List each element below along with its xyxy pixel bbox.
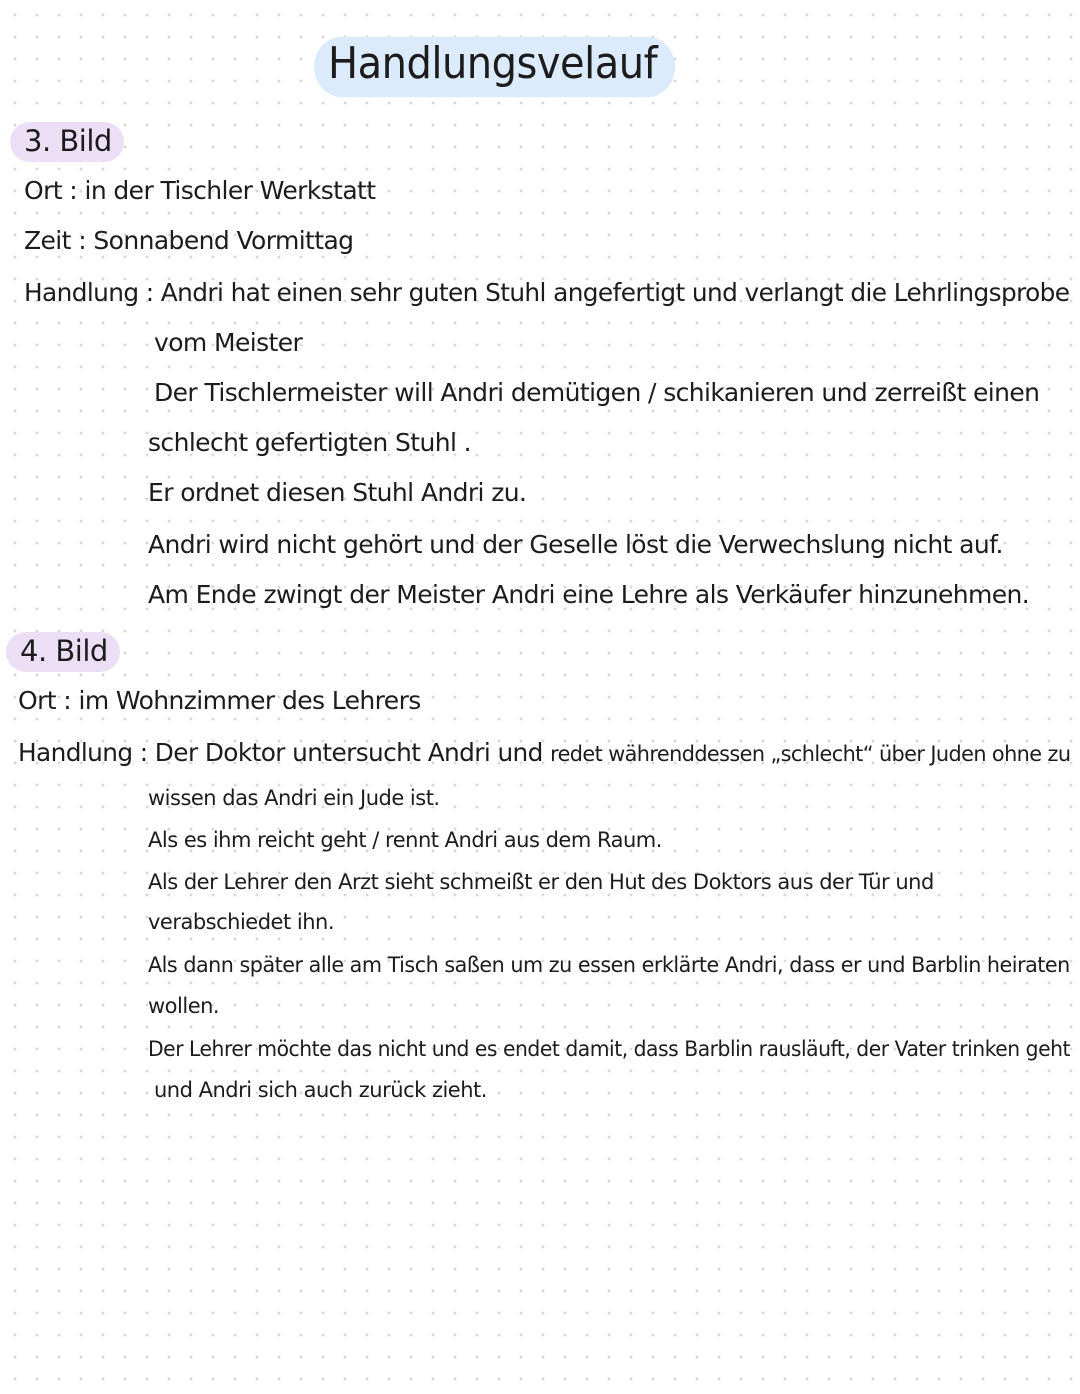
bild-3-zeit: Zeit : Sonnabend Vormittag (24, 226, 354, 255)
section-label-bild-3: 3. Bild (10, 122, 124, 162)
bild-4-handlung-first-small: redet währenddessen „schlecht“ über Juden ohne zu (550, 742, 1071, 766)
bild-4-handlung-line: Als dann später alle am Tisch saßen um zu essen erklärte Andri, dass er und Barblin heiraten (148, 953, 1070, 977)
page-title: Handlungsvelauf (314, 37, 675, 97)
page-title-wrap (314, 38, 675, 96)
bild-3-handlung-line: schlecht gefertigten Stuhl . (148, 428, 471, 457)
bild-4-handlung-line: und Andri sich auch zurück zieht. (154, 1078, 487, 1102)
bild-3-handlung-line: Andri wird nicht gehört und der Geselle löst die Verwechslung nicht auf. (148, 530, 1003, 559)
bild-4-handlung-line: verabschiedet ihn. (148, 910, 335, 934)
bild-3-handlung-line: Der Tischlermeister will Andri demütigen / schikanieren und zerreißt einen (154, 378, 1040, 407)
bild-3-handlung-line: Er ordnet diesen Stuhl Andri zu. (148, 478, 527, 507)
bild-4-handlung-first-line (18, 738, 1070, 767)
bild-4-handlung-line: Als es ihm reicht geht / rennt Andri aus dem Raum. (148, 828, 662, 852)
bild-4-handlung-line: Der Lehrer möchte das nicht und es endet damit, dass Barblin rausläuft, der Vater trinken geht (148, 1037, 1070, 1061)
bild-4-ort: Ort : im Wohnzimmer des Lehrers (18, 686, 421, 715)
bild-4-handlung-first-large: Handlung : Der Doktor untersucht Andri und (18, 738, 543, 767)
bild-4-handlung-line: wissen das Andri ein Jude ist. (148, 786, 440, 810)
bild-3-handlung-line: Handlung : Andri hat einen sehr guten Stuhl angefertigt und verlangt die Lehrlingsprobe (24, 278, 1070, 307)
bild-4-handlung-line: Als der Lehrer den Arzt sieht schmeißt er den Hut des Doktors aus der Tür und (148, 870, 934, 894)
bild-3-handlung-line: Am Ende zwingt der Meister Andri eine Lehre als Verkäufer hinzunehmen. (148, 580, 1030, 609)
bild-4-handlung-line: wollen. (148, 994, 220, 1018)
bild-3-ort: Ort : in der Tischler Werkstatt (24, 176, 376, 205)
bild-3-handlung-line: vom Meister (154, 328, 303, 357)
section-label-bild-4: 4. Bild (6, 632, 120, 672)
